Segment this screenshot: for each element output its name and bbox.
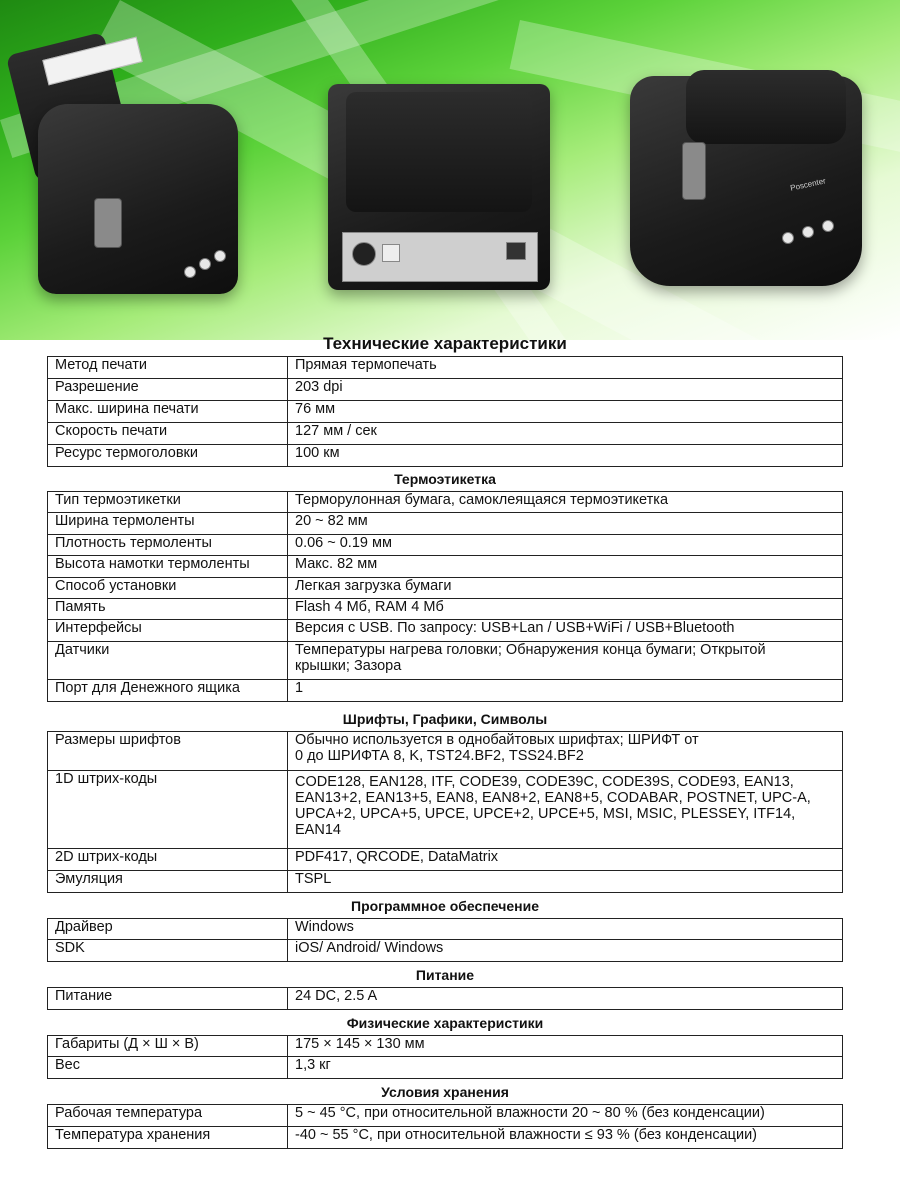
- spec-label: Питание: [48, 988, 288, 1010]
- spec-value: Легкая загрузка бумаги: [288, 578, 843, 599]
- spec-value: Flash 4 Мб, RAM 4 Мб: [288, 599, 843, 620]
- table-row: [48, 599, 843, 620]
- spec-label: Макс. ширина печати: [48, 401, 288, 423]
- spec-value: 127 мм / сек: [288, 423, 843, 445]
- hero-banner: [0, 0, 900, 340]
- table-row: [48, 988, 843, 1010]
- section-heading: Условия хранения: [381, 1084, 509, 1100]
- spec-label: Память: [48, 599, 288, 620]
- spec-value: 5 ~ 45 °C, при относительной влажности 20 ~ 80 % (без конденсации): [288, 1105, 843, 1127]
- table-row: [48, 423, 843, 445]
- spec-label: Размеры шрифтов: [48, 732, 288, 771]
- spec-value: -40 ~ 55 °C, при относительной влажности ≤ 93 % (без конденсации): [288, 1127, 843, 1149]
- printer-front-view: [630, 70, 866, 296]
- printer-open-view: [14, 18, 244, 308]
- spec-table-general: [47, 356, 843, 467]
- spec-label: SDK: [48, 940, 288, 962]
- spec-value: Температуры нагрева головки; Обнаружения конца бумаги; Открытой крышки; Зазора: [288, 642, 843, 680]
- spec-table-label: [47, 491, 843, 702]
- table-row: [48, 919, 843, 940]
- spec-value: Макс. 82 мм: [288, 556, 843, 578]
- table-row: [48, 379, 843, 401]
- table-row: [48, 556, 843, 578]
- table-row: [48, 445, 843, 467]
- spec-value: 20 ~ 82 мм: [288, 513, 843, 535]
- section-heading: Шрифты, Графики, Символы: [342, 711, 548, 727]
- spec-label: Метод печати: [48, 357, 288, 379]
- spec-value: 76 мм: [288, 401, 843, 423]
- spec-label: Порт для Денежного ящика: [48, 680, 288, 702]
- table-row: [48, 492, 843, 513]
- spec-label: Драйвер: [48, 919, 288, 940]
- spec-value: CODE128, EAN128, ITF, CODE39, CODE39C, CODE39S, CODE93, EAN13, EAN13+2, EAN13+5, EAN8, EAN8+2, EAN8+5, CODABAR, POSTNET, UPC-A, UPCA+2, UPCA+5, UPCE, UPCE+2, UPCE+5, MSI, MSIC, PLESSEY, ITF14, EAN14: [288, 771, 843, 849]
- spec-label: 2D штрих-коды: [48, 849, 288, 871]
- spec-value: PDF417, QRCODE, DataMatrix: [288, 849, 843, 871]
- spec-label: Вес: [48, 1057, 288, 1079]
- table-row: [48, 535, 843, 556]
- spec-value: Прямая термопечать: [288, 357, 843, 379]
- spec-label: 1D штрих-коды: [48, 771, 288, 849]
- section-heading: Термоэтикетка: [394, 471, 496, 487]
- spec-label: Температура хранения: [48, 1127, 288, 1149]
- spec-value: 175 × 145 × 130 мм: [288, 1036, 843, 1057]
- spec-value: iOS/ Android/ Windows: [288, 940, 843, 962]
- spec-value: Терморулонная бумага, самоклеящаяся термоэтикетка: [288, 492, 843, 513]
- table-row: [48, 771, 843, 849]
- table-row: [48, 1127, 843, 1149]
- section-heading: Питание: [415, 967, 475, 983]
- spec-table-physical: [47, 1035, 843, 1079]
- spec-label: Тип термоэтикетки: [48, 492, 288, 513]
- spec-value: Версия с USB. По запросу: USB+Lan / USB+WiFi / USB+Bluetooth: [288, 620, 843, 642]
- spec-label: Ширина термоленты: [48, 513, 288, 535]
- spec-table-fonts: [47, 731, 843, 893]
- spec-label: Рабочая температура: [48, 1105, 288, 1127]
- spec-table-power: [47, 987, 843, 1010]
- spec-value: TSPL: [288, 871, 843, 893]
- table-row: [48, 357, 843, 379]
- brand-logo: Poscenter: [789, 176, 827, 193]
- table-row: [48, 732, 843, 771]
- section-heading: Физические характеристики: [346, 1015, 544, 1031]
- spec-value: Обычно используется в однобайтовых шрифтах; ШРИФТ от 0 до ШРИФТА 8, K, TST24.BF2, TSS24.BF2: [288, 732, 843, 771]
- section-heading: Программное обеспечение: [351, 898, 539, 914]
- table-row: [48, 1036, 843, 1057]
- spec-value: 203 dpi: [288, 379, 843, 401]
- table-row: [48, 401, 843, 423]
- table-row: [48, 849, 843, 871]
- spec-value: 1,3 кг: [288, 1057, 843, 1079]
- spec-label: Скорость печати: [48, 423, 288, 445]
- spec-value: 0.06 ~ 0.19 мм: [288, 535, 843, 556]
- spec-label: Эмуляция: [48, 871, 288, 893]
- spec-value: 100 км: [288, 445, 843, 467]
- table-row: [48, 680, 843, 702]
- table-row: [48, 620, 843, 642]
- table-row: [48, 940, 843, 962]
- spec-label: Габариты (Д × Ш × В): [48, 1036, 288, 1057]
- spec-label: Высота намотки термоленты: [48, 556, 288, 578]
- spec-label: Плотность термоленты: [48, 535, 288, 556]
- spec-label: Датчики: [48, 642, 288, 680]
- table-row: [48, 1057, 843, 1079]
- spec-value: Windows: [288, 919, 843, 940]
- table-row: [48, 642, 843, 680]
- table-row: [48, 513, 843, 535]
- table-row: [48, 1105, 843, 1127]
- spec-value: 24 DC, 2.5 A: [288, 988, 843, 1010]
- printer-rear-view: [328, 84, 550, 294]
- spec-table-storage: [47, 1104, 843, 1149]
- spec-label: Разрешение: [48, 379, 288, 401]
- table-row: [48, 871, 843, 893]
- page-title: Технические характеристики: [323, 334, 567, 353]
- table-row: [48, 578, 843, 599]
- spec-label: Ресурс термоголовки: [48, 445, 288, 467]
- spec-label: Способ установки: [48, 578, 288, 599]
- spec-table-software: [47, 918, 843, 962]
- spec-value: 1: [288, 680, 843, 702]
- spec-label: Интерфейсы: [48, 620, 288, 642]
